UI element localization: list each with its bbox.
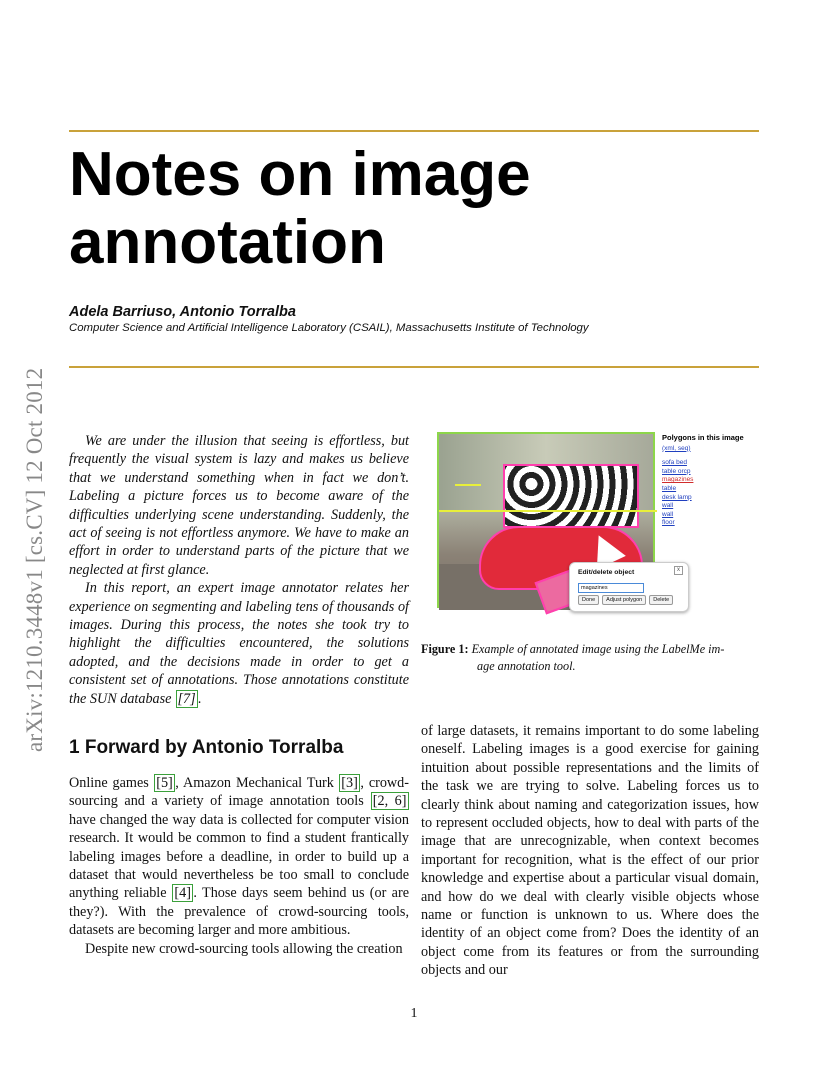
delete-button[interactable]: Delete [649,595,673,605]
authors: Adela Barriuso, Antonio Torralba [69,304,296,320]
body-paragraph-1 [69,774,409,940]
sofa-back-polygon [503,464,639,528]
legend-item[interactable]: floor [662,519,675,527]
title-line-2: annotation [69,208,386,277]
abstract-paragraph-2 [69,579,409,708]
polygon-legend [662,434,762,528]
legend-item[interactable]: sofa bed [662,459,687,467]
legend-item[interactable]: wall [662,502,674,510]
header-bottom-rule [69,366,759,368]
legend-item[interactable]: wall [662,510,674,518]
legend-item[interactable]: desk lamp [662,493,692,501]
citation-link[interactable]: [3] [341,775,358,791]
arxiv-side-label: arXiv:1210.3448v1 [cs.CV] 12 Oct 2012 [22,367,47,752]
citation-link[interactable]: [4] [174,885,191,902]
paper-title [69,141,669,277]
citation-link[interactable]: [5] [156,775,173,791]
abstract [69,432,409,708]
body-text: , Amazon Mechanical Turk [175,775,339,791]
body-paragraph-right: of large datasets, it remains important to do some labeling oneself. Labeling images is a good exercise for gaining intuition about possible representations and the limits of the task we are trying to solve. Labeling forces us to clearly think about naming and categorization issues, how to represent occluded objects, how to deal with parts of the image that are unrecognizable, when context becomes important for recognition, what is the effect of our prior knowledge and expertise about a particular visual domain, and how do we deal with clearly visible objects whose name or function is unknown to us. Where does the identity of an object come from? Does the identity of an object come from its features or from the surrounding objects and our [421,723,759,979]
object-name-input[interactable]: magazines [578,583,644,593]
legend-links[interactable]: (xml, seq) [662,444,691,452]
legend-item[interactable]: table [662,484,677,492]
figure-1 [437,432,759,610]
section-left-column [69,774,409,958]
section-heading: 1 Forward by Antonio Torralba [69,737,344,758]
body-text: . Those days seem behind us (or are they?). With the prevalence of crowd-sourcing tools, datasets are becoming larger and more ambitious. [69,885,410,939]
legend-item-selected[interactable]: magazines [662,476,694,484]
caption-label: Figure 1: [421,642,469,656]
abstract-p2-text: In this report, an expert image annotator relates her experience on segmenting and labeling tens of thousands of images. During this process, the notes she took try to highlight the difficulties encountered, the solutions adopted, and the decisions made in order to get a consistent set of annotations. Those annotations constitute the SUN database [69,580,409,707]
abstract-p2-end: . [198,690,202,707]
caption-line-1: Example of annotated image using the LabelMe im- [471,642,725,656]
done-button[interactable]: Done [578,595,599,605]
dialog-title: Edit/delete object [578,569,635,576]
body-text: have changed the way data is collected for computer vision research. It would be common to find a student frantically labeling images before a deadline, in order to build up a dataset that would nevertheless be too small to conclude anything reliable [69,811,409,902]
affiliation: Computer Science and Artificial Intelligence Laboratory (CSAIL), Massachusetts Institute of Technology [69,322,589,334]
title-line-1: Notes on image [69,140,531,209]
edit-object-dialog [569,562,689,612]
citation-link[interactable]: [2, 6] [372,793,407,810]
legend-title: Polygons in this image [662,433,744,442]
adjust-polygon-button[interactable]: Adjust polygon [602,595,646,605]
citation-link[interactable]: [7] [177,690,196,707]
caption-line-2: age annotation tool. [477,658,576,673]
close-icon[interactable]: x [674,566,683,575]
figure-caption [421,641,759,674]
section-right-column [421,722,759,980]
page-number: 1 [410,1006,418,1021]
body-text: , crowd-sourcing and a variety of image annotation tools [69,775,409,810]
legend-item[interactable]: table orcp [662,467,691,475]
dialog-buttons [578,595,673,605]
body-paragraph-2: Despite new crowd-sourcing tools allowing the creation [85,940,403,957]
lamp-polygon-line [455,484,481,486]
header-top-rule [69,130,759,132]
body-text: Online games [69,775,154,791]
abstract-paragraph-1: We are under the illusion that seeing is effortless, but frequently the visual system is lazy and makes us believe that we understand something when in fact we don’t. Labeling a picture forces us to become aware of the difficulties underlying scene understanding. Suddenly, the act of seeing is not effortless anymore. We have to make an effort in order to understand parts of the picture that we neglected at first glance. [69,433,409,578]
wall-polygon-line [439,510,657,512]
